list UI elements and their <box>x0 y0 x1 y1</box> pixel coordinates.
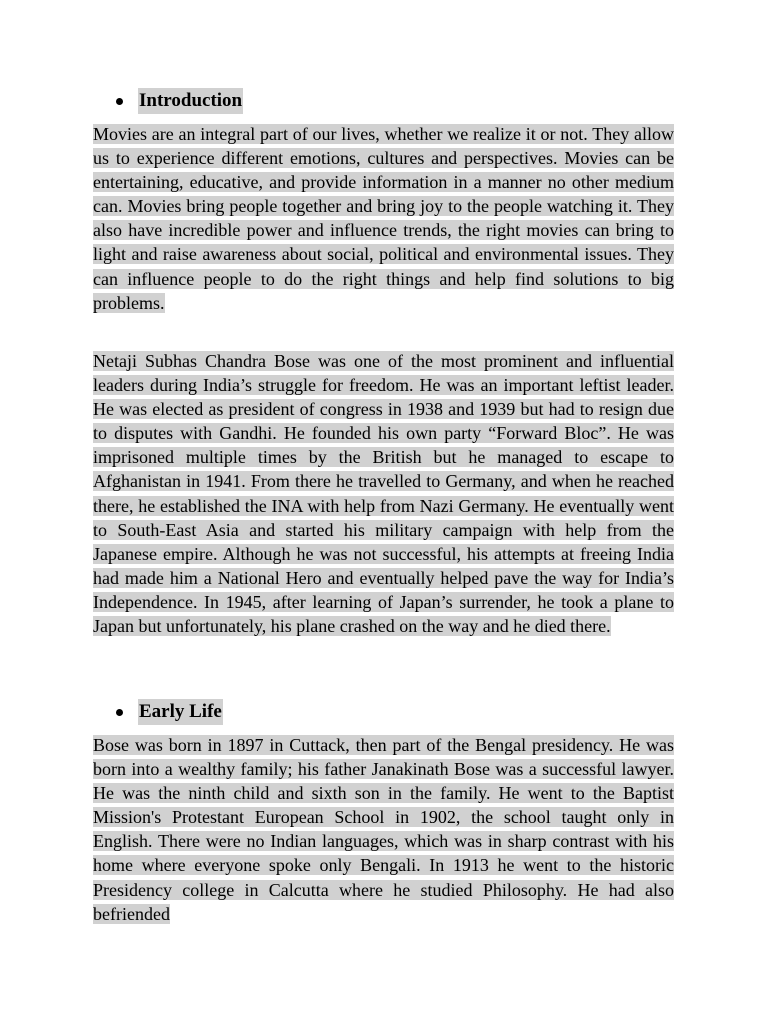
bullet-icon <box>116 98 123 105</box>
section-heading-introduction <box>116 88 243 114</box>
heading-label: Early Life <box>138 699 223 725</box>
paragraph-text: Bose was born in 1897 in Cuttack, then part of the Bengal presidency. He was born into a wealthy family; his father Janakinath Bose was a successful lawyer. He was the ninth child and sixth son in the family. He went to the Baptist Mission's Protestant European School in 1902, the school taught only in English. There were no Indian languages, which was in sharp contrast with his home where everyone spoke only Bengali. In 1913 he went to the historic Presidency college in Calcutta where he studied Philosophy. He had also befriended <box>93 735 674 924</box>
section-heading-early-life <box>116 699 223 725</box>
paragraph-movies <box>93 122 674 315</box>
paragraph-text: Netaji Subhas Chandra Bose was one of the most prominent and influential leaders during India’s struggle for freedom. He was an important leftist leader. He was elected as president of congress in 1938 and 1939 but had to resign due to disputes with Gandhi. He founded his own party “Forward Bloc”. He was imprisoned multiple times by the British but he managed to escape to Afghanistan in 1941. From there he travelled to Germany, and when he reached there, he established the INA with help from Nazi Germany. He eventually went to South-East Asia and started his military campaign with help from the Japanese empire. Although he was not successful, his attempts at freeing India had made him a National Hero and eventually helped pave the way for India’s Independence. In 1945, after learning of Japan’s surrender, he took a plane to Japan but unfortunately, his plane crashed on the way and he died there. <box>93 351 674 637</box>
paragraph-netaji <box>93 349 674 638</box>
heading-label: Introduction <box>138 88 243 114</box>
paragraph-text: Movies are an integral part of our lives, whether we realize it or not. They allow us to experience different emotions, cultures and perspectives. Movies can be entertaining, educative, and provide information in a manner no other medium can. Movies bring people together and bring joy to the people watching it. They also have incredible power and influence trends, the right movies can bring to light and raise awareness about social, political and environmental issues. They can influence people to do the right things and help find solutions to big problems. <box>93 124 674 313</box>
paragraph-early-life <box>93 733 674 926</box>
bullet-icon <box>116 709 123 716</box>
